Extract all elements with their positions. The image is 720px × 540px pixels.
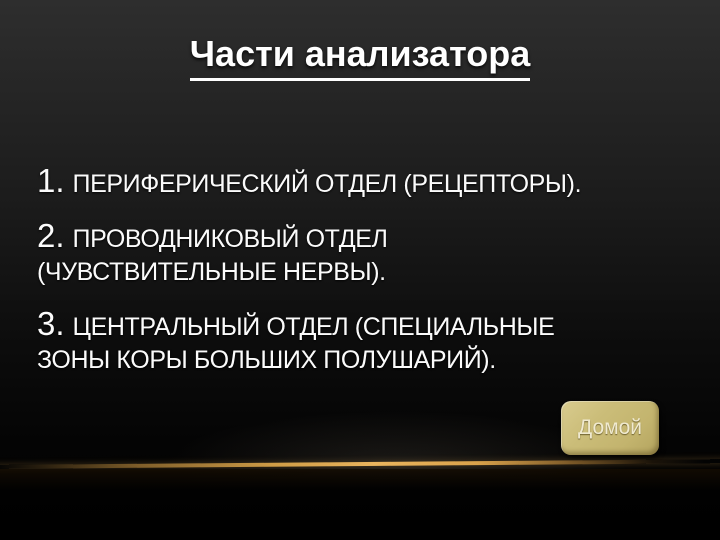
item-text: ЦЕНТРАЛЬНЫЙ ОТДЕЛ (СПЕЦИАЛЬНЫЕ <box>72 313 555 341</box>
gold-accent-divider <box>0 459 720 469</box>
list-item <box>37 164 597 201</box>
slide-title: Части анализатора <box>190 33 531 81</box>
body-list <box>37 164 597 395</box>
list-item <box>37 219 597 289</box>
item-line <box>37 219 597 256</box>
list-item <box>37 307 597 377</box>
item-text: ПЕРИФЕРИЧЕСКИЙ ОТДЕЛ (РЕЦЕПТОРЫ). <box>72 170 582 198</box>
item-number: 1. <box>37 162 65 199</box>
title-area <box>0 33 720 81</box>
footer-band <box>0 469 720 540</box>
home-button[interactable]: Домой <box>561 401 659 455</box>
item-line <box>37 164 597 201</box>
item-line <box>37 307 597 344</box>
item-line-wrap: ЗОНЫ КОРЫ БОЛЬШИХ ПОЛУШАРИЙ). <box>37 346 496 374</box>
item-number: 2. <box>37 217 65 254</box>
item-line-wrap: (ЧУВСТВИТЕЛЬНЫЕ НЕРВЫ). <box>37 258 386 286</box>
item-number: 3. <box>37 305 65 342</box>
item-text: ПРОВОДНИКОВЫЙ ОТДЕЛ <box>72 225 388 253</box>
